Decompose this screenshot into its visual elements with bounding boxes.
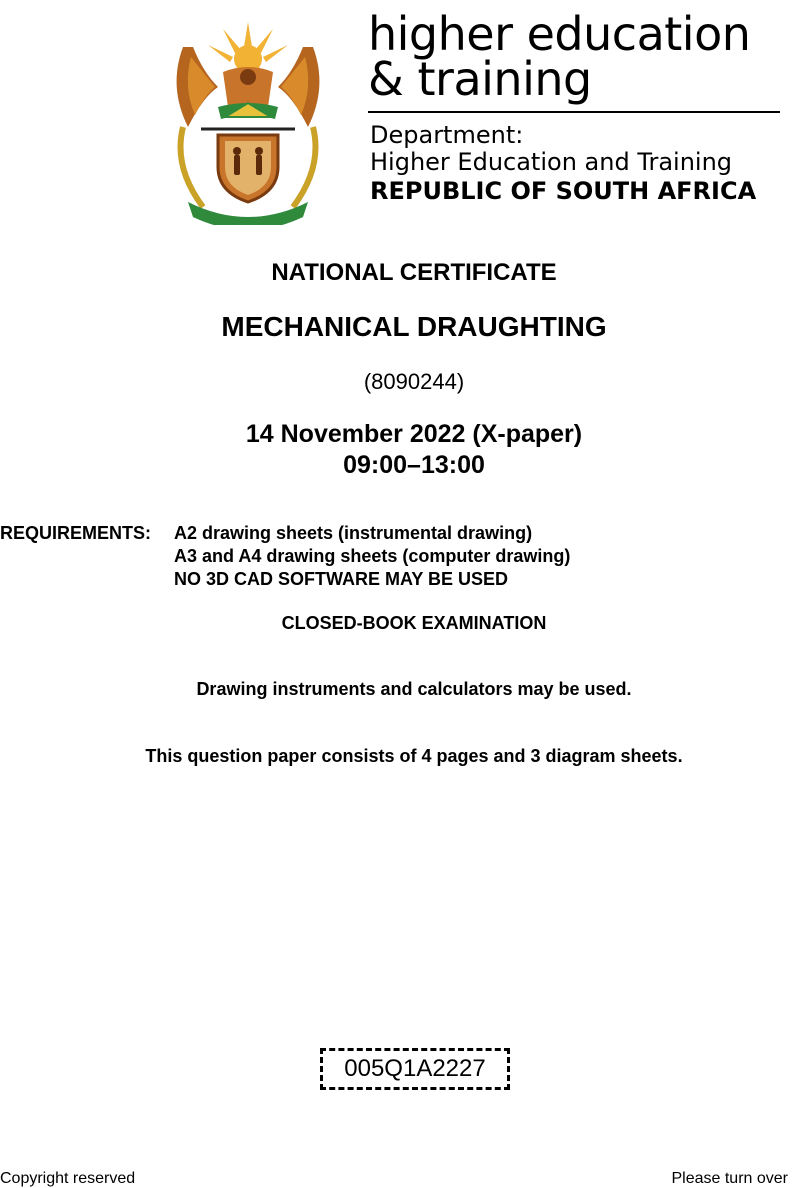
department-name: Higher Education and Training [370,148,733,176]
subject-code: (8090244) [363,369,465,394]
subject-title: MECHANICAL DRAUGHTING [221,311,607,342]
requirement-item: NO 3D CAD SOFTWARE MAY BE USED [174,569,509,589]
exam-type: CLOSED-BOOK EXAMINATION [281,613,547,633]
certificate-title: NATIONAL CERTIFICATE [271,259,557,286]
footer-copyright: Copyright reserved [0,1170,136,1187]
requirement-item: A3 and A4 drawing sheets (computer drawing) [174,546,571,566]
exam-date: 14 November 2022 (X-paper) [245,420,583,448]
requirements-label: REQUIREMENTS: [0,523,152,543]
requirement-item: A2 drawing sheets (instrumental drawing) [174,523,533,543]
brand-divider [368,111,780,113]
exam-time: 09:00–13:00 [343,451,485,479]
department-label: Department: [370,121,524,149]
page-count-note: This question paper consists of 4 pages and 3 diagram sheets. [145,746,683,766]
allowed-instruments: Drawing instruments and calculators may be used. [196,679,632,699]
republic-label: REPUBLIC OF SOUTH AFRICA [370,177,757,205]
footer-turn-over: Please turn over [671,1170,788,1187]
brand-line-1: higher education [368,7,751,61]
brand-line-2: & training [368,52,592,106]
coat-of-arms-logo [163,17,333,225]
paper-code-box: 005Q1A2227 [320,1048,510,1090]
